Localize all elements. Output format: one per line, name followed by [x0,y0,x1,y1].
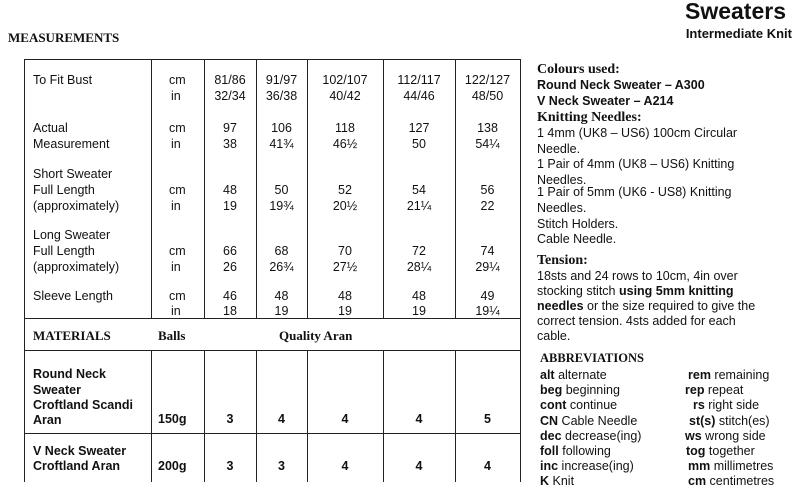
tension-line: correct tension. 4sts added for each [537,314,736,328]
needle-line: Cable Needle. [537,232,617,246]
abbrev-key: K [540,474,550,488]
abbrev-right [689,413,770,429]
abbrev-left [540,397,617,413]
row-label-long: Long Sweater [33,228,111,242]
value-cell: 26 [223,260,237,274]
tension-line: 18sts and 24 rows to 10cm, 4in over [537,269,738,283]
table-left-border [24,59,25,482]
balls-label: Balls [158,328,186,343]
abbrev-value: following [558,444,611,458]
abbrev-key: ws [685,429,702,443]
abbrev-key: alt [540,368,555,382]
value-cell: 138 [477,121,498,135]
colour-entry: V Neck Sweater – A214 [537,94,674,108]
row-label-long: Full Length [33,244,95,258]
abbrev-key: cont [540,398,567,412]
abbrev-right [693,397,759,413]
unit-cm: cm [169,183,186,197]
abbrev-right [685,382,743,398]
value-cell: 54 [412,183,426,197]
abbrev-key: inc [540,459,559,473]
value-cell: 70 [338,244,352,258]
abbrev-value: increase(ing) [558,459,634,473]
materials-header-divider [24,350,521,351]
value-cell: 28¼ [406,260,432,274]
abbrev-value: alternate [554,368,607,382]
needle-line: 1 4mm (UK8 – US6) 100cm Circular [537,126,738,140]
ball-count: 3 [226,412,234,426]
needle-line: Needles. [537,201,587,215]
value-cell: 97 [223,121,237,135]
abbrev-key: cm [688,474,707,488]
abbrev-key: foll [540,444,559,458]
abbrev-key: mm [688,459,711,473]
unit-in: in [171,260,181,274]
value-cell: 27½ [332,260,358,274]
abbrev-left [540,367,607,383]
size-in: 48/50 [471,89,504,103]
value-cell: 19 [412,304,426,318]
value-cell: 48 [338,289,352,303]
abbrev-right [685,428,766,444]
tension-heading: Tension: [537,253,588,268]
abbrev-left [540,382,620,398]
value-cell: 48 [412,289,426,303]
material-name: Croftland Aran [33,459,121,473]
value-cell: 56 [480,183,495,197]
unit-in: in [171,137,181,151]
unit-cm: cm [169,73,186,87]
abbrev-right [688,473,774,489]
abbreviations-heading: ABBREVIATIONS [540,351,644,365]
value-cell: 127 [408,121,430,135]
value-cell: 19 [223,199,237,213]
value-cell: 68 [274,244,289,258]
ball-count: 4 [415,459,423,473]
abbrev-right [688,367,769,383]
unit-in: in [171,304,181,318]
value-cell: 74 [480,244,495,258]
quality-label: Quality Aran [279,328,353,343]
material-name: V Neck Sweater [33,444,127,458]
size-cm: 81/86 [214,73,246,87]
unit-in: in [171,89,181,103]
needle-line: Needle. [537,142,581,156]
needle-line: 1 Pair of 5mm (UK6 - US8) Knitting [537,185,732,199]
material-name: Sweater [33,383,81,397]
value-cell: 18 [223,304,237,318]
ball-count: 4 [415,412,423,426]
abbrev-value: millimetres [710,459,774,473]
abbrev-value: centimetres [706,474,775,488]
value-cell: 48 [274,289,289,303]
pattern-title: Sweaters [684,0,786,24]
table-top-border [24,59,521,60]
value-cell: 49 [480,289,495,303]
value-cell: 38 [223,137,237,151]
size-cm: 102/107 [322,73,368,87]
ball-count: 3 [278,459,285,473]
unit-in: in [171,199,181,213]
mat-col-divider-1 [151,350,152,482]
unit-cm: cm [169,289,186,303]
value-cell: 26¾ [269,260,294,274]
row-label-actual: Measurement [33,137,110,151]
col-divider-1 [151,59,152,318]
value-cell: 52 [338,183,352,197]
value-cell: 54¼ [475,137,500,151]
materials-heading: MATERIALS [33,328,111,343]
abbrev-value: remaining [710,368,770,382]
material-name: Round Neck [33,367,106,381]
value-cell: 29¼ [475,260,500,274]
ball-count: 4 [341,412,349,426]
size-in: 40/42 [329,89,361,103]
ball-weight: 200g [158,459,187,473]
needles-heading: Knitting Needles: [537,110,642,125]
value-cell: 19 [338,304,352,318]
size-cm: 112/117 [397,73,441,87]
ball-count: 4 [341,459,349,473]
value-cell: 106 [271,121,292,135]
material-name: Aran [33,413,62,427]
ball-count: 3 [226,459,234,473]
unit-cm: cm [169,244,186,258]
ball-count: 4 [278,412,285,426]
tension-text: stocking stitch [537,284,619,298]
measurements-heading: MEASUREMENTS [8,30,120,45]
abbrev-key: st(s) [689,414,716,428]
abbrev-value: wrong side [701,429,766,443]
tension-text: or the size required to give the [583,299,756,313]
value-cell: 22 [480,199,495,213]
abbrev-value: repeat [704,383,744,397]
row-label-sleeve: Sleeve Length [33,289,113,303]
abbrev-key: rem [688,368,711,382]
abbrev-value: decrease(ing) [561,429,642,443]
abbrev-value: stitch(es) [715,414,770,428]
row-label-short: (approximately) [33,199,120,213]
ball-weight: 150g [158,412,187,426]
abbrev-left [540,458,634,474]
material-name: Croftland Scandi [33,398,134,412]
abbrev-key: rep [685,383,705,397]
abbrev-value: beginning [562,383,620,397]
needle-line: 1 Pair of 4mm (UK8 – US6) Knitting [537,157,735,171]
unit-cm: cm [169,121,186,135]
size-cm: 91/97 [265,73,298,87]
size-in: 44/46 [403,89,435,103]
ball-count: 5 [484,412,491,426]
colours-heading: Colours used: [537,62,620,77]
tension-line [537,299,755,315]
materials-row-divider [24,433,521,434]
abbrev-left [540,428,641,444]
abbrev-value: Cable Needle [558,414,638,428]
ball-count: 4 [484,459,491,473]
abbrev-value: Knit [549,474,575,488]
needle-line: Stitch Holders. [537,217,619,231]
abbrev-key: CN [540,414,559,428]
value-cell: 19¼ [475,304,500,318]
row-label-short: Short Sweater [33,167,113,181]
tension-bold: using 5mm knitting [618,284,734,298]
row-label-long: (approximately) [33,260,120,274]
abbrev-left [540,443,611,459]
abbrev-key: rs [693,398,705,412]
value-cell: 50 [274,183,289,197]
tension-line: cable. [537,329,571,343]
abbrev-right [688,458,773,474]
value-cell: 50 [412,137,426,151]
needle-line: Needles. [537,173,587,187]
size-cm: 122/127 [464,73,511,87]
value-cell: 66 [223,244,237,258]
value-cell: 46 [223,289,237,303]
size-in: 36/38 [265,89,298,103]
abbrev-value: right side [704,398,760,412]
tension-bold: needles [537,299,584,313]
row-label-bust: To Fit Bust [33,73,93,87]
value-cell: 19 [274,304,289,318]
value-cell: 20½ [332,199,358,213]
value-cell: 21¼ [406,199,432,213]
value-cell: 72 [412,244,426,258]
tension-line [537,284,734,300]
row-label-short: Full Length [33,183,95,197]
abbrev-left [540,473,574,489]
value-cell: 118 [335,121,355,135]
abbrev-key: dec [540,429,562,443]
value-cell: 19¾ [269,199,294,213]
colour-entry: Round Neck Sweater – A300 [537,78,705,92]
value-cell: 41¾ [269,137,294,151]
abbrev-value: continue [566,398,618,412]
abbrev-key: beg [540,383,563,397]
table-right-border [520,59,521,482]
abbrev-right [686,443,755,459]
abbrev-key: tog [686,444,706,458]
abbrev-value: together [705,444,755,458]
value-cell: 46½ [332,137,358,151]
abbrev-left [540,413,637,429]
row-label-actual: Actual [33,121,68,135]
pattern-subtitle: Intermediate Knit [685,26,792,41]
size-in: 32/34 [214,89,246,103]
value-cell: 48 [223,183,237,197]
